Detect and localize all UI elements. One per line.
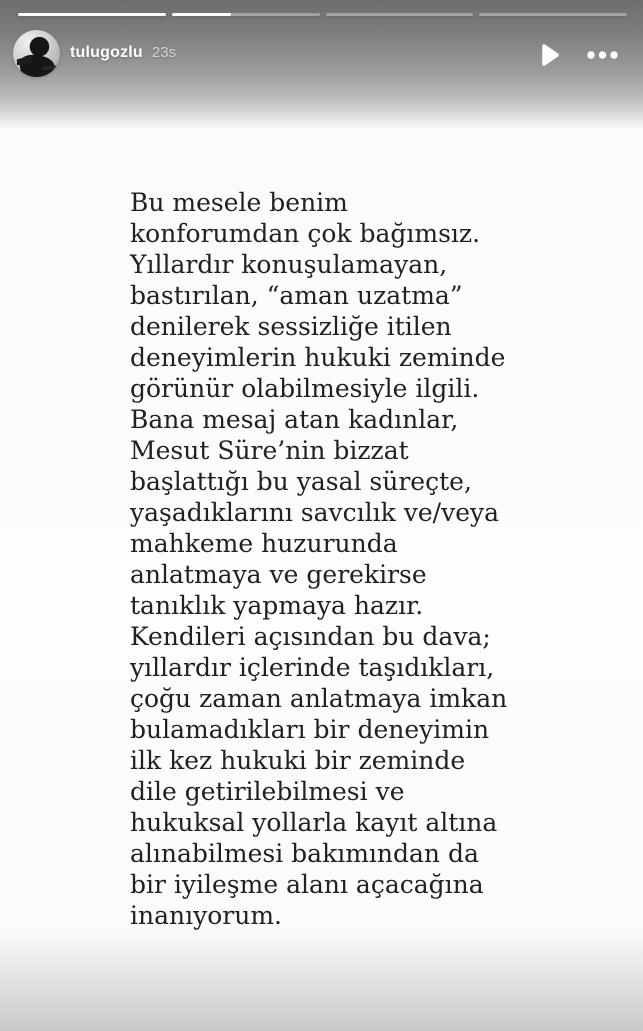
username[interactable]: tulugozlu [70,44,143,61]
story-text-line: anlatmaya ve gerekirse [130,560,427,589]
story-text-line: Bu mesele benim [130,188,348,217]
story-text-line: konforumdan çok bağımsız. [130,219,481,248]
story-timestamp: 23s [151,44,177,61]
more-options-icon [587,51,618,59]
story-text-line: tanıklık yapmaya hazır. [130,591,424,620]
story-text [130,187,507,931]
story-text-line: ilk kez hukuki bir zeminde [130,746,466,775]
story-text-line: yaşadıklarını savcılık ve/veya [130,498,500,527]
story-header [0,0,643,90]
play-icon [541,43,560,67]
avatar[interactable] [13,30,60,77]
story-text-line: yıllardır içlerinde taşıdıkları, [130,653,495,682]
story-text-line: başlattığı bu yasal süreçte, [130,467,472,496]
story-text-line: dile getirilebilmesi ve [130,777,405,806]
story-text-line: çoğu zaman anlatmaya imkan [130,684,508,713]
story-text-line: inanıyorum. [130,901,282,930]
story-text-line: Kendileri açısından bu dava; [130,622,491,651]
story-text-line: Mesut Süre’nin bizzat [130,436,409,465]
story-text-line: hukuksal yollarla kayıt altına [130,808,498,837]
header-actions [541,42,618,68]
story-text-line: bastırılan, “aman uzatma” [130,281,463,310]
story-text-line: Bana mesaj atan kadınlar, [130,405,459,434]
user-info [70,44,176,62]
story-text-line: bulamadıkları bir deneyimin [130,715,490,744]
avatar-photo [13,30,60,77]
story-text-line: denilerek sessizliğe itilen [130,312,452,341]
story-text-line: bir iyileşme alanı açacağına [130,870,484,899]
story-text-line: görünür olabilmesiyle ilgili. [130,374,480,403]
more-options-button[interactable] [587,51,618,59]
story-text-line: Yıllardır konuşulamayan, [130,250,448,279]
story-text-line: alınabilmesi bakımından da [130,839,479,868]
story-text-line: mahkeme huzurunda [130,529,398,558]
story-text-line: deneyimlerin hukuki zeminde [130,343,506,372]
play-button[interactable] [541,43,560,67]
